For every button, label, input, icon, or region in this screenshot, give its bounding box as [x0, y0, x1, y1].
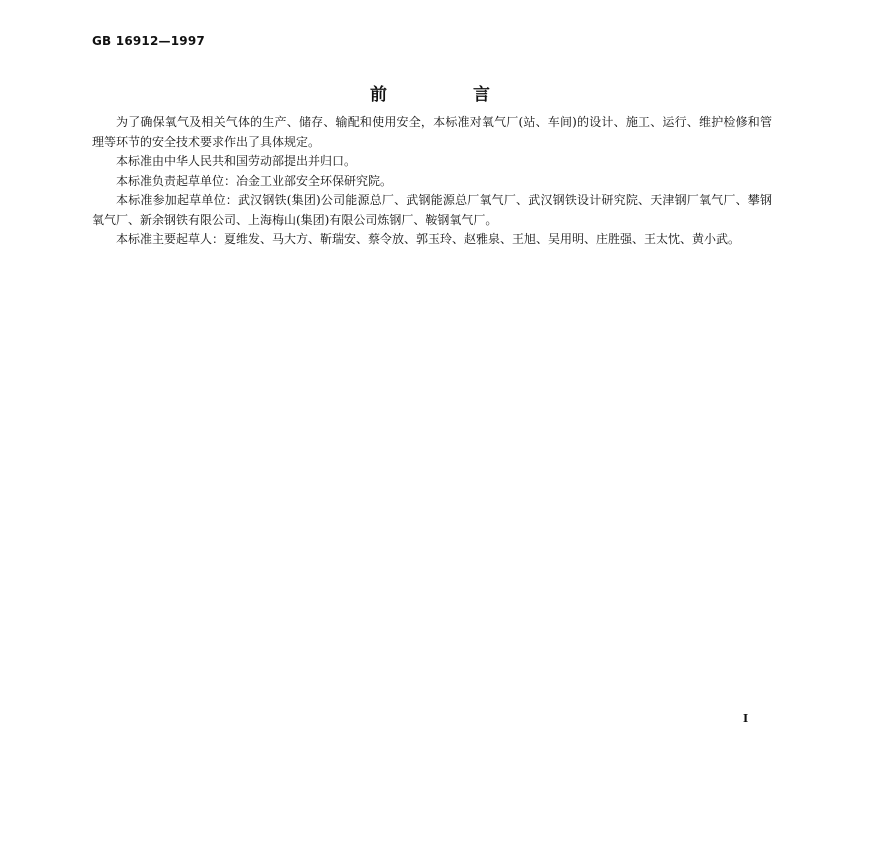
page-number: I: [743, 712, 749, 725]
foreword-body: [92, 113, 772, 250]
section-title: [370, 80, 490, 105]
paragraph-proposer: 本标准由中华人民共和国劳动部提出并归口。: [116, 154, 357, 168]
paragraph-drafting-unit: 本标准负责起草单位：冶金工业部安全环保研究院。: [116, 173, 393, 188]
standard-code: GB 16912—1997: [92, 34, 205, 48]
title-char-2: 言: [473, 85, 490, 105]
paragraph-participating-units: 本标准参加起草单位：武汉钢铁(集团)公司能源总厂、武钢能源总厂氧气厂、武汉钢铁设计研究院、天津钢厂氧气厂、攀钢氧气厂、新余钢铁有限公司、上海梅山(集团)有限公司炼钢厂、鞍钢氧气厂。: [92, 193, 772, 227]
paragraph-purpose: 为了确保氧气及相关气体的生产、储存、输配和使用安全，本标准对氧气厂(站、车间)的设计、施工、运行、维护检修和管理等环节的安全技术要求作出了具体规定。: [92, 115, 772, 149]
title-char-1: 前: [370, 85, 387, 105]
paragraph-drafters: 本标准主要起草人：夏维发、马大方、靳瑞安、蔡令放、郭玉玲、赵雅泉、王旭、吴用明、庄胜强、王太忱、黄小武。: [116, 232, 741, 246]
